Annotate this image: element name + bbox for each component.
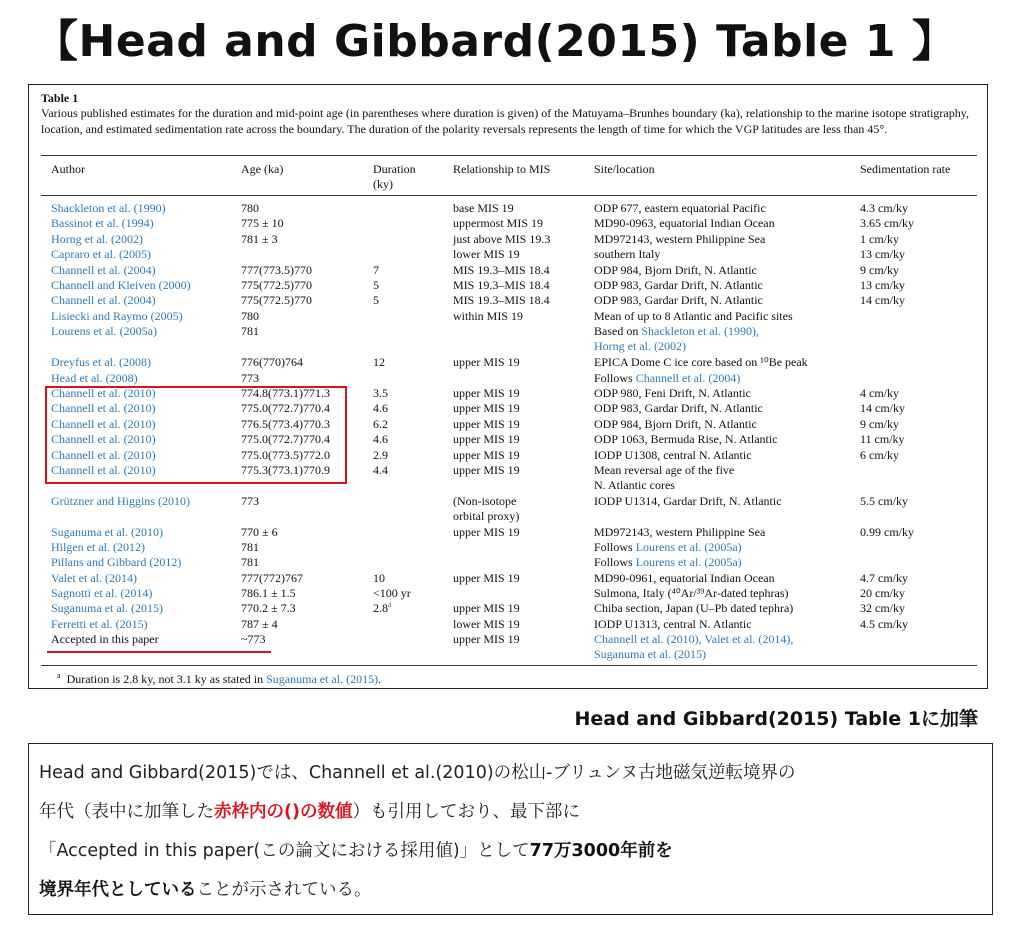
row-sedimentation: 4.5 cm/ky [860, 617, 908, 631]
row-author[interactable]: Ferretti et al. (2015) [51, 617, 148, 631]
row-mis-cont: orbital proxy) [453, 509, 520, 523]
row-mis: upper MIS 19 [453, 417, 520, 431]
row-author[interactable]: Channell et al. (2004) [51, 263, 156, 277]
header-duration: Duration [373, 162, 416, 176]
row-age: 781 [241, 555, 259, 569]
note-line-1: Head and Gibbard(2015)では、Channell et al.(2010)の松山-ブリュンヌ古地磁気逆転境界の [39, 763, 796, 783]
row-site: Mean of up to 8 Atlantic and Pacific sites [594, 309, 793, 323]
row-age: 781 ± 3 [241, 232, 278, 246]
row-site: Mean reversal age of the five [594, 463, 735, 477]
header-age: Age (ka) [241, 162, 284, 176]
duration-value: <100 yr [373, 586, 411, 600]
row-mis: base MIS 19 [453, 201, 514, 215]
footnote-ref[interactable]: a [388, 600, 392, 609]
row-mis: upper MIS 19 [453, 355, 520, 369]
row-mis: MIS 19.3–MIS 18.4 [453, 293, 550, 307]
duration-value: 12 [373, 355, 385, 369]
row-sedimentation: 5.5 cm/ky [860, 494, 908, 508]
row-duration [373, 448, 388, 463]
row-author[interactable]: Lourens et al. (2005a) [51, 324, 157, 338]
row-sedimentation: 14 cm/ky [860, 401, 905, 415]
row-mis: upper MIS 19 [453, 525, 520, 539]
row-sedimentation: 9 cm/ky [860, 417, 899, 431]
row-author[interactable]: Channell et al. (2010) [51, 448, 156, 462]
row-author[interactable]: Channell and Kleiven (2000) [51, 278, 191, 292]
row-age: 773 [241, 494, 259, 508]
header-mis: Relationship to MIS [453, 162, 551, 176]
row-age: 780 [241, 201, 259, 215]
row-site: ODP 677, eastern equatorial Pacific [594, 201, 766, 215]
row-age: 777(772)767 [241, 571, 303, 585]
site-link[interactable]: Shackleton et al. (1990), [641, 324, 759, 338]
row-age: 776.5(773.4)770.3 [241, 417, 330, 431]
row-author[interactable]: Channell et al. (2010) [51, 432, 156, 446]
row-author[interactable]: Sagnotti et al. (2014) [51, 586, 153, 600]
row-site: ODP 984, Bjorn Drift, N. Atlantic [594, 417, 757, 431]
duration-value: 5 [373, 278, 379, 292]
row-mis: uppermost MIS 19 [453, 216, 543, 230]
site-prefix: Follows [594, 555, 636, 569]
row-author[interactable]: Hilgen et al. (2012) [51, 540, 145, 554]
row-mis: MIS 19.3–MIS 18.4 [453, 263, 550, 277]
row-sedimentation: 13 cm/ky [860, 278, 905, 292]
row-site: EPICA Dome C ice core based on ¹⁰Be peak [594, 355, 808, 369]
row-sedimentation: 4 cm/ky [860, 386, 899, 400]
note-line-3a: 「Accepted in this paper(この論文における採用値)」として [39, 841, 530, 861]
row-author[interactable]: Channell et al. (2010) [51, 417, 156, 431]
footnote-link[interactable]: Suganuma et al. (2015) [266, 672, 379, 686]
row-age: 770 ± 6 [241, 525, 278, 539]
row-mis: upper MIS 19 [453, 571, 520, 585]
row-age: 775.0(772.7)770.4 [241, 432, 330, 446]
row-author[interactable]: Channell et al. (2010) [51, 463, 156, 477]
row-mis: upper MIS 19 [453, 386, 520, 400]
red-underline [47, 651, 271, 653]
row-sedimentation: 6 cm/ky [860, 448, 899, 462]
duration-value: 2.8 [373, 601, 388, 615]
annotation-label: Head and Gibbard(2015) Table 1に加筆 [574, 708, 978, 730]
row-site[interactable]: Channell et al. (2010), Valet et al. (2014), [594, 632, 794, 646]
row-age: 787 ± 4 [241, 617, 278, 631]
row-site [594, 324, 759, 339]
row-site: Chiba section, Japan (U–Pb dated tephra) [594, 601, 794, 615]
row-site: ODP 1063, Bermuda Rise, N. Atlantic [594, 432, 778, 446]
row-site: MD972143, western Philippine Sea [594, 232, 766, 246]
row-mis: upper MIS 19 [453, 463, 520, 477]
row-author[interactable]: Capraro et al. (2005) [51, 247, 151, 261]
note-line-3 [39, 832, 982, 871]
duration-value: 4.6 [373, 401, 388, 415]
row-author[interactable]: Shackleton et al. (1990) [51, 201, 166, 215]
row-site [594, 371, 740, 386]
table-header-rule [41, 195, 977, 196]
row-author[interactable]: Lisiecki and Raymo (2005) [51, 309, 183, 323]
duration-value: 2.9 [373, 448, 388, 462]
row-site: ODP 984, Bjorn Drift, N. Atlantic [594, 263, 757, 277]
row-age: 777(773.5)770 [241, 263, 312, 277]
row-duration [373, 278, 379, 293]
row-mis: upper MIS 19 [453, 401, 520, 415]
row-site-cont[interactable]: Horng et al. (2002) [594, 339, 686, 353]
row-sedimentation: 9 cm/ky [860, 263, 899, 277]
row-site: IODP U1308, central N. Atlantic [594, 448, 752, 462]
footnote-text: Duration is 2.8 ky, not 3.1 ky as stated in [66, 672, 267, 686]
row-author[interactable]: Suganuma et al. (2015) [51, 601, 163, 615]
duration-value: 3.5 [373, 386, 388, 400]
footnote-end: . [378, 672, 382, 686]
note-red-emphasis: 赤枠内の()の数値 [214, 802, 353, 822]
row-sedimentation: 14 cm/ky [860, 293, 905, 307]
site-prefix: Based on [594, 324, 642, 338]
row-duration [373, 386, 388, 401]
row-age: 786.1 ± 1.5 [241, 586, 296, 600]
row-age: 773 [241, 371, 259, 385]
row-site: southern Italy [594, 247, 661, 261]
row-age: 775(772.5)770 [241, 278, 312, 292]
row-mis: upper MIS 19 [453, 632, 520, 646]
row-site: MD972143, western Philippine Sea [594, 525, 766, 539]
site-link[interactable]: Channell et al. (2004) [635, 371, 741, 385]
duration-value: 5 [373, 293, 379, 307]
row-author[interactable]: Bassinot et al. (1994) [51, 216, 154, 230]
duration-value: 4.6 [373, 432, 388, 446]
row-mis: MIS 19.3–MIS 18.4 [453, 278, 550, 292]
row-age: 780 [241, 309, 259, 323]
row-sedimentation: 20 cm/ky [860, 586, 905, 600]
duration-value: 10 [373, 571, 385, 585]
row-sedimentation: 13 cm/ky [860, 247, 905, 261]
row-age: 774.8(773.1)771.3 [241, 386, 330, 400]
row-age: 770.2 ± 7.3 [241, 601, 296, 615]
row-mis: upper MIS 19 [453, 432, 520, 446]
row-site: MD90-0961, equatorial Indian Ocean [594, 571, 775, 585]
site-link[interactable]: Lourens et al. (2005a) [635, 540, 742, 554]
row-duration [373, 417, 388, 432]
row-age: 781 [241, 324, 259, 338]
table-bottom-rule [41, 665, 977, 666]
row-duration [373, 263, 379, 278]
row-site: ODP 983, Gardar Drift, N. Atlantic [594, 278, 763, 292]
header-duration-unit: (ky) [373, 177, 393, 191]
table-footnote [57, 672, 381, 687]
row-sedimentation: 0.99 cm/ky [860, 525, 914, 539]
row-author[interactable]: Head et al. (2008) [51, 371, 138, 385]
note-line-4b: ことが示されている。 [196, 880, 372, 900]
note-line-4 [39, 871, 982, 910]
row-age: 776(770)764 [241, 355, 303, 369]
duration-value: 6.2 [373, 417, 388, 431]
note-line-2b: ）も引用しており、最下部に [352, 802, 580, 822]
row-author[interactable]: Suganuma et al. (2010) [51, 525, 163, 539]
note-bold-age: 77万3000年前を [529, 841, 673, 861]
red-highlight-box [45, 386, 347, 484]
table-figure [28, 84, 988, 689]
row-age: 775.3(773.1)770.9 [241, 463, 330, 477]
row-site: MD90-0963, equatorial Indian Ocean [594, 216, 775, 230]
page-title: 【Head and Gibbard(2015) Table 1 】 [34, 16, 957, 67]
row-author[interactable]: Channell et al. (2010) [51, 401, 156, 415]
row-mis: within MIS 19 [453, 309, 524, 323]
site-prefix: Follows [594, 540, 636, 554]
row-site: ODP 983, Gardar Drift, N. Atlantic [594, 293, 763, 307]
row-author[interactable]: Grützner and Higgins (2010) [51, 494, 190, 508]
row-site: Sulmona, Italy (⁴⁰Ar/³⁹Ar-dated tephras) [594, 586, 789, 600]
row-author[interactable]: Pillans and Gibbard (2012) [51, 555, 182, 569]
explanation-box [28, 743, 993, 915]
row-mis: just above MIS 19.3 [453, 232, 551, 246]
row-duration [373, 432, 388, 447]
row-site-cont[interactable]: Suganuma et al. (2015) [594, 647, 706, 661]
row-age: ~773 [241, 632, 266, 646]
row-author[interactable]: Horng et al. (2002) [51, 232, 143, 246]
note-bold-boundary: 境界年代としている [39, 880, 197, 900]
row-site: IODP U1314, Gardar Drift, N. Atlantic [594, 494, 782, 508]
row-site [594, 540, 742, 555]
duration-value: 4.4 [373, 463, 388, 477]
site-prefix: Follows [594, 371, 636, 385]
row-sedimentation: 3.65 cm/ky [860, 216, 914, 230]
row-mis: (Non-isotope [453, 494, 517, 508]
row-age: 781 [241, 540, 259, 554]
row-age: 775.0(772.7)770.4 [241, 401, 330, 415]
row-mis: upper MIS 19 [453, 601, 520, 615]
row-site [594, 555, 742, 570]
row-site-cont: N. Atlantic cores [594, 478, 675, 492]
row-duration [373, 586, 411, 601]
row-sedimentation: 4.7 cm/ky [860, 571, 908, 585]
table-caption: Various published estimates for the duration and mid-point age (in parentheses where duration is given) of the Matuyama–Brunhes boundary (ka), relationship to the marine isotope stratigraphy, location, and estimated sedimentation rate across the boundary. The duration of the polarity reversals represents the length of time for which the VGP latitudes are less than 45°. [41, 106, 969, 136]
header-author: Author [51, 162, 85, 176]
note-line-2 [39, 793, 982, 832]
row-sedimentation: 32 cm/ky [860, 601, 905, 615]
site-link[interactable]: Lourens et al. (2005a) [635, 555, 742, 569]
note-line-2a: 年代（表中に加筆した [39, 802, 214, 822]
row-site: ODP 980, Feni Drift, N. Atlantic [594, 386, 751, 400]
row-author[interactable]: Dreyfus et al. (2008) [51, 355, 151, 369]
row-duration [373, 355, 385, 370]
row-author[interactable]: Channell et al. (2004) [51, 293, 156, 307]
row-mis: lower MIS 19 [453, 617, 520, 631]
row-sedimentation: 11 cm/ky [860, 432, 905, 446]
row-author: Accepted in this paper [51, 632, 159, 646]
table-top-rule [41, 155, 977, 156]
header-sedimentation: Sedimentation rate [860, 162, 951, 176]
row-author[interactable]: Channell et al. (2010) [51, 386, 156, 400]
row-site: IODP U1313, central N. Atlantic [594, 617, 752, 631]
row-sedimentation: 1 cm/ky [860, 232, 899, 246]
header-site: Site/location [594, 162, 655, 176]
row-duration [373, 601, 392, 616]
row-mis: lower MIS 19 [453, 247, 520, 261]
row-age: 775 ± 10 [241, 216, 284, 230]
row-duration [373, 401, 388, 416]
duration-value: 7 [373, 263, 379, 277]
row-age: 775.0(773.5)772.0 [241, 448, 330, 462]
row-duration [373, 463, 388, 478]
row-duration [373, 293, 379, 308]
table-label: Table 1 [41, 91, 79, 105]
row-mis: upper MIS 19 [453, 448, 520, 462]
row-age: 775(772.5)770 [241, 293, 312, 307]
row-sedimentation: 4.3 cm/ky [860, 201, 908, 215]
row-duration [373, 571, 385, 586]
footnote-mark: a [57, 671, 61, 680]
row-author[interactable]: Valet et al. (2014) [51, 571, 137, 585]
row-site: ODP 983, Gardar Drift, N. Atlantic [594, 401, 763, 415]
